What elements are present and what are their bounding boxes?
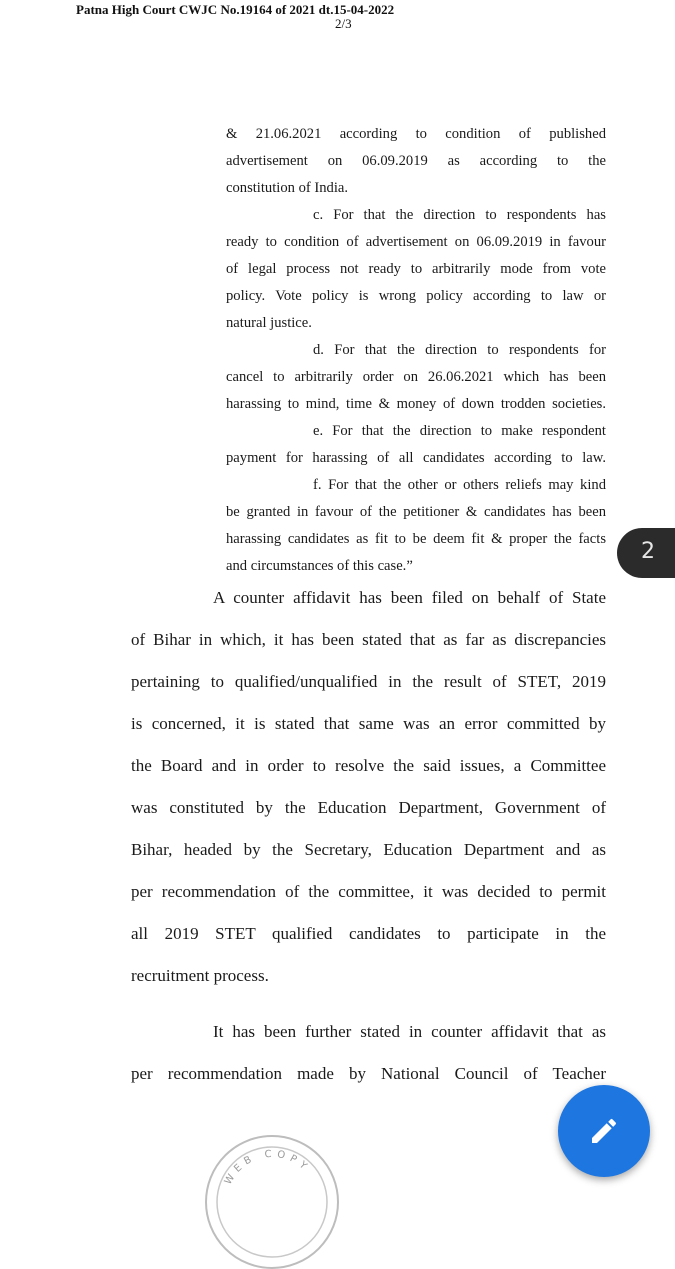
body-line: per recommendation of the committee, it was decided to permit (131, 882, 606, 901)
document-header (0, 0, 675, 36)
body-line: It has been further stated in counter affidavit that as (213, 1022, 606, 1041)
quote-line: and circumstances of this case.” (226, 558, 413, 574)
quote-line: payment for harassing of all candidates according to law. (226, 450, 606, 466)
quote-line: of legal process not ready to arbitrarily mode from vote (226, 261, 606, 277)
page-indicator[interactable] (617, 528, 675, 578)
body-line: is concerned, it is stated that same was an error committed by (131, 714, 606, 733)
web-copy-stamp (205, 1135, 339, 1269)
quote-line: harassing to mind, time & money of down trodden societies. (226, 396, 606, 412)
quote-line: & 21.06.2021 according to condition of published (226, 126, 606, 142)
quote-line: e. For that the direction to make respondent (313, 423, 606, 439)
body-line: all 2019 STET qualified candidates to participate in the (131, 924, 606, 943)
body-line: Bihar, headed by the Secretary, Education Department and as (131, 840, 606, 859)
body-line: recruitment process. (131, 966, 269, 985)
quote-line: advertisement on 06.09.2019 as according to the (226, 153, 606, 169)
body-line: pertaining to qualified/unqualified in the result of STET, 2019 (131, 672, 606, 691)
body-line: per recommendation made by National Council of Teacher (131, 1064, 606, 1083)
quote-line: c. For that the direction to respondents has (313, 207, 606, 223)
quote-line: cancel to arbitrarily order on 26.06.2021 which has been (226, 369, 606, 385)
quoted-prayer-block (226, 124, 606, 583)
body-line: the Board and in order to resolve the said issues, a Committee (131, 756, 606, 775)
judgment-body (131, 584, 606, 1102)
quote-line: harassing candidates as fit to be deem fit & proper the facts (226, 531, 606, 547)
page-number: 2/3 (335, 16, 352, 31)
pencil-icon (588, 1115, 620, 1147)
case-citation: Patna High Court CWJC No.19164 of 2021 dt.15-04-2022 (76, 2, 395, 17)
page-indicator-number: 2 (641, 539, 655, 564)
body-line: was constituted by the Education Department, Government of (131, 798, 606, 817)
quote-line: policy. Vote policy is wrong policy according to law or (226, 288, 606, 304)
edit-fab-button[interactable] (558, 1085, 650, 1177)
body-line: A counter affidavit has been filed on behalf of State (213, 588, 606, 607)
quote-line: natural justice. (226, 315, 312, 331)
quote-line: be granted in favour of the petitioner & candidates has been (226, 504, 606, 520)
quote-line: d. For that the direction to respondents for (313, 342, 606, 358)
svg-text:WEB COPY: WEB COPY (222, 1148, 313, 1187)
quote-line: ready to condition of advertisement on 06.09.2019 in favour (226, 234, 606, 250)
quote-line: constitution of India. (226, 180, 349, 196)
body-line: of Bihar in which, it has been stated that as far as discrepancies (131, 630, 606, 649)
quote-line: f. For that the other or others reliefs may kind (313, 477, 606, 493)
